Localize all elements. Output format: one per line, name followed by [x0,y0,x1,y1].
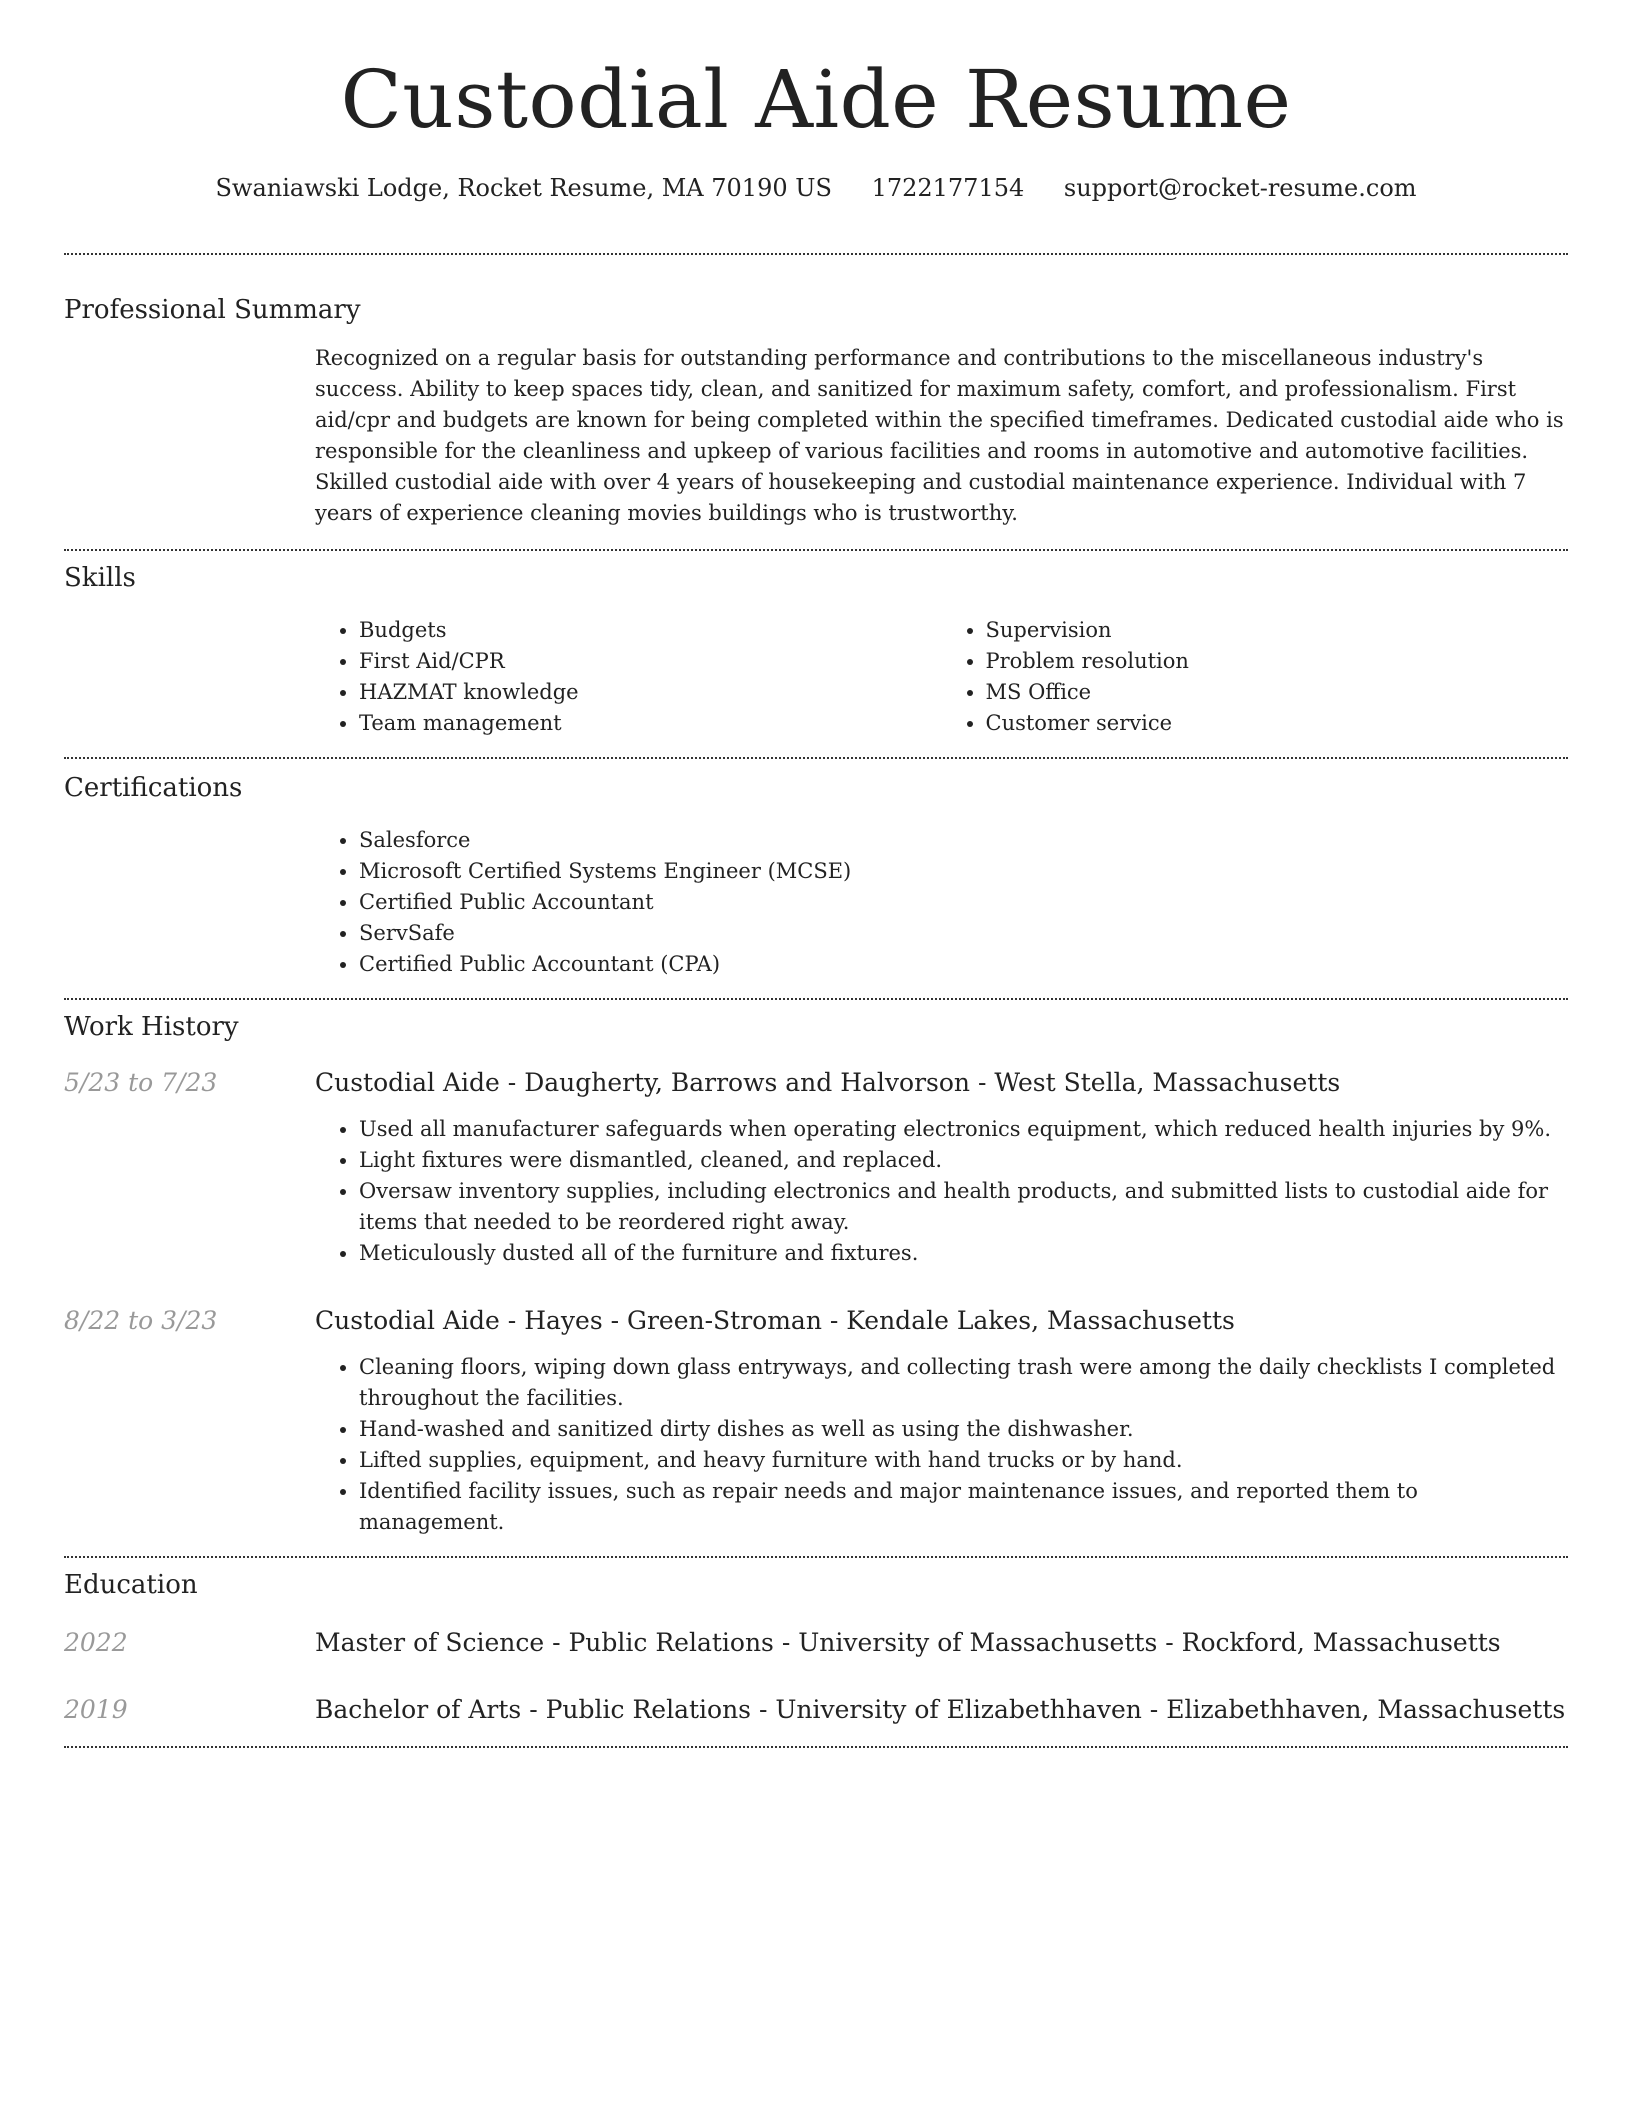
job-role: Custodial Aide [315,1068,500,1097]
certifications-list [315,825,1568,980]
section-title-education: Education [64,1570,198,1600]
certification-item: • ServSafe [359,918,1568,949]
job-bullet: • Identified facility issues, such as repair needs and major maintenance issues, and reported them to management. [359,1476,1568,1538]
education-school: - University of Elizabethhaven - Elizabethhaven, Massachusetts [751,1695,1566,1724]
job-date: 5/23 to 7/23 [64,1068,218,1097]
job-bullet: • Meticulously dusted all of the furniture and fixtures. [359,1238,1568,1269]
job-title [315,1304,1235,1338]
skills-list [315,615,1568,739]
skill-item: • Team management [359,708,942,739]
job-bullet: • Oversaw inventory supplies, including electronics and health products, and submitted lists to custodial aide for items that needed to be reordered right away. [359,1176,1568,1238]
certification-item: • Certified Public Accountant (CPA) [359,949,1568,980]
education-degree: Master of Science - Public Relations [315,1628,774,1657]
skill-item: • Customer service [986,708,1569,739]
skill-item: • First Aid/CPR [359,646,942,677]
contact-phone: 1722177154 [871,174,1025,202]
divider [64,998,1568,1000]
education-title [315,1626,1501,1660]
summary-text: Recognized on a regular basis for outstanding performance and contributions to the miscellaneous industry's success. Ability to keep spaces tidy, clean, and sanitized for maximum safety, comfort, and professionalism. First aid/cpr and budgets are known for being completed within the specified timeframes. Dedicated custodial aide who is responsible for the cleanliness and upkeep of various facilities and rooms in automotive and automotive facilities. Skilled custodial aide with over 4 years of housekeeping and custodial maintenance experience. Individual with 7 years of experience cleaning movies buildings who is trustworthy. [315,346,1564,525]
divider [64,1556,1568,1558]
job-bullets [315,1352,1568,1538]
section-title-skills: Skills [64,563,136,593]
job-bullet: • Light fixtures were dismantled, cleaned, and replaced. [359,1145,1568,1176]
section-title-summary: Professional Summary [64,295,361,325]
education-year: 2019 [64,1695,128,1724]
divider [64,1746,1568,1748]
divider [64,253,1568,255]
job-bullet: • Cleaning floors, wiping down glass entryways, and collecting trash were among the daily checklists I completed throughout the facilities. [359,1352,1568,1414]
job-bullet: • Used all manufacturer safeguards when operating electronics equipment, which reduced health injuries by 9%. [359,1114,1568,1145]
education-entry [64,1626,1568,1660]
education-entry [64,1693,1568,1727]
contact-address: Swaniawski Lodge, Rocket Resume, MA 70190 US [215,174,832,202]
skill-item: • HAZMAT knowledge [359,677,942,708]
certification-item: • Certified Public Accountant [359,887,1568,918]
job-employer: - Daugherty, Barrows and Halvorson - West Stella, Massachusetts [499,1068,1341,1097]
education-year: 2022 [64,1628,128,1657]
job-bullet: • Lifted supplies, equipment, and heavy furniture with hand trucks or by hand. [359,1445,1568,1476]
resume-page [64,0,1568,1748]
contact-email: support@rocket-resume.com [1063,174,1417,202]
resume-title: Custodial Aide Resume [340,53,1292,146]
job-entry [64,1066,1568,1100]
skill-item: • Problem resolution [986,646,1569,677]
education-title [315,1693,1565,1727]
education-school: - University of Massachusetts - Rockford, Massachusetts [773,1628,1501,1657]
skill-item: • Budgets [359,615,942,646]
certification-item: • Microsoft Certified Systems Engineer (MCSE) [359,856,1568,887]
section-title-work-history: Work History [64,1012,239,1042]
job-bullets [315,1114,1568,1269]
skills-column-right [942,615,1569,739]
section-title-certifications: Certifications [64,773,243,803]
education-degree: Bachelor of Arts - Public Relations [315,1695,751,1724]
job-date: 8/22 to 3/23 [64,1306,218,1335]
job-role: Custodial Aide [315,1306,500,1335]
job-title [315,1066,1340,1100]
divider [64,757,1568,759]
contact-line [64,172,1568,204]
skills-column-left [315,615,942,739]
skill-item: • Supervision [986,615,1569,646]
job-employer: - Hayes - Green-Stroman - Kendale Lakes, Massachusetts [499,1306,1235,1335]
divider [64,549,1568,551]
skill-item: • MS Office [986,677,1569,708]
job-entry [64,1304,1568,1338]
job-bullet: • Hand-washed and sanitized dirty dishes as well as using the dishwasher. [359,1414,1568,1445]
certification-item: • Salesforce [359,825,1568,856]
